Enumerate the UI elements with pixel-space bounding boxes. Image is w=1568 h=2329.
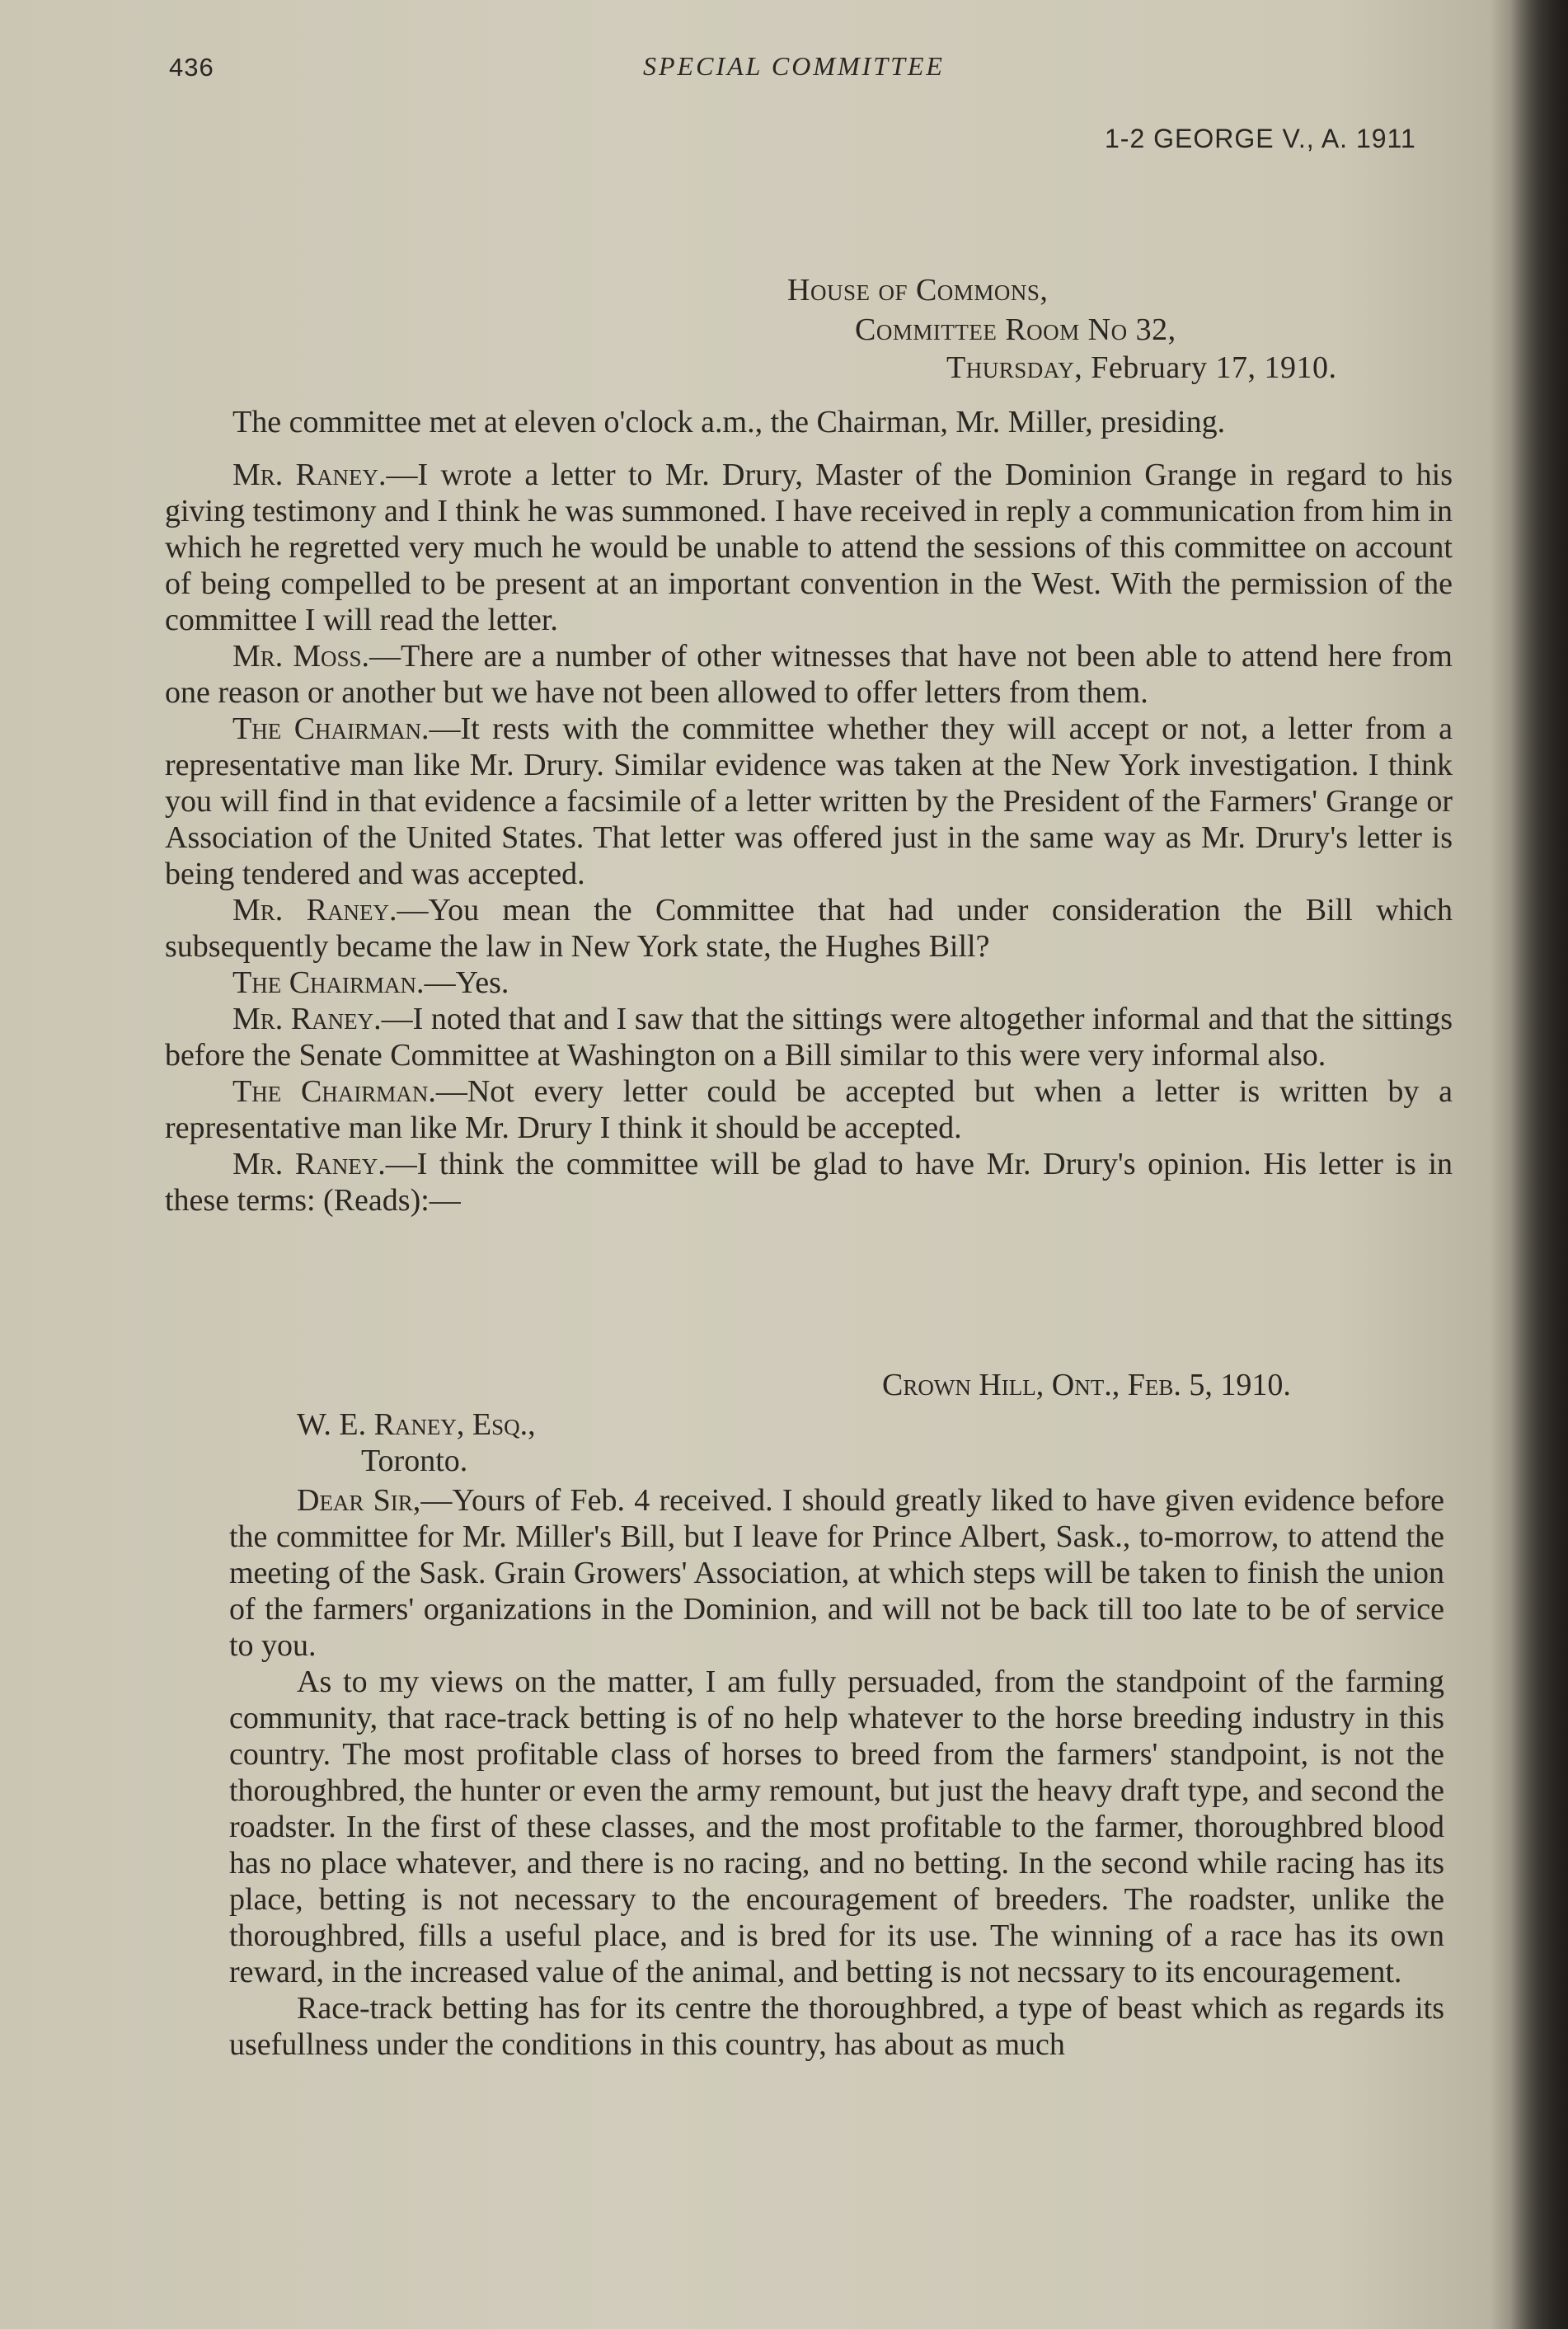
speaker: Mr. Raney.	[232, 458, 387, 492]
letter-paragraph	[229, 1482, 1444, 1664]
speech-text: —I noted that and I saw that the sittings were altogether informal and that the sittings before the Senate Committee at Washington on a Bill similar to this were very informal also.	[165, 1002, 1453, 1073]
speaker: Mr. Raney.	[232, 1147, 386, 1181]
book-spine-shadow	[1510, 0, 1568, 2329]
speech-text: —Yes.	[424, 965, 509, 1000]
speech	[165, 965, 1453, 1001]
opening-statement: The committee met at eleven o'clock a.m., the Chairman, Mr. Miller, presiding.	[232, 405, 1226, 439]
speech	[165, 711, 1453, 892]
speech-text: —I think the committee will be glad to have Mr. Drury's opinion. His letter is in these terms: (Reads):—	[165, 1147, 1453, 1218]
letter-paragraph-text: —Yours of Feb. 4 received. I should greatly liked to have given evidence before the committee for Mr. Miller's Bill, but I leave for Prince Albert, Sask., to-morrow, to attend the meeting of the Sask. Grain Growers' Association, at which steps will be taken to finish the union of the farmers' organizations in the Dominion, and will not be back till too late to be of service to you.	[229, 1483, 1444, 1663]
letter-body	[229, 1482, 1444, 2063]
speaker: Mr. Raney.	[232, 1002, 382, 1036]
speaker: The Chairman.	[232, 711, 430, 746]
speaker: The Chairman.	[232, 965, 425, 1000]
address-date: February 17, 1910.	[1091, 350, 1337, 385]
speaker: Mr. Raney.	[232, 893, 397, 927]
address-line-3	[946, 350, 1336, 386]
session-label: 1-2 GEORGE V., A. 1911	[1105, 124, 1416, 153]
letter-addressee-city: Toronto.	[361, 1444, 468, 1478]
page-number: 436	[169, 53, 214, 82]
letter-paragraph: As to my views on the matter, I am fully persuaded, from the standpoint of the farming community, that race-track betting is of no help whatever to the horse breeding industry in this country. The most profitable class of horses to breed from the farmers' standpoint, is not the thoroughbred, the hunter or even the army remount, but just the heavy draft type, and second the roadster. In the first of these classes, and the most profitable to the farmer, thoroughbred blood has no place whatever, and there is no racing, and no betting. In the second while racing has its place, betting is not necessary to the encouragement of breeders. The roadster, unlike the thoroughbred, fills a useful place, and is bred for its use. The winning of a race has its own reward, in the increased value of the animal, and betting is not necssary to its encouragement.	[229, 1665, 1444, 1989]
speech	[165, 1146, 1453, 1218]
speaker: The Chairman.	[232, 1074, 436, 1109]
speech	[165, 892, 1453, 965]
speech	[165, 457, 1453, 638]
letter-addressee: W. E. Raney, Esq.,	[297, 1407, 536, 1442]
speaker: Mr. Moss.	[232, 639, 370, 674]
address-line-2: Committee Room No 32,	[855, 312, 1176, 347]
running-title: SPECIAL COMMITTEE	[643, 51, 945, 81]
speech-text: —It rests with the committee whether they will accept or not, a letter from a representative man like Mr. Drury. Similar evidence was taken at the New York investigation. I think you will find in that evidence a facsimile of a letter written by the President of the Farmers' Grange or Association of the United States. That letter was offered just in the same way as Mr. Drury's letter is being tendered and was accepted.	[165, 711, 1453, 891]
speech	[165, 1073, 1453, 1146]
speech-text: —Not every letter could be accepted but when a letter is written by a representative man like Mr. Drury I think it should be accepted.	[165, 1074, 1453, 1145]
address-day: Thursday,	[946, 350, 1083, 385]
salutation: Dear Sir,	[297, 1483, 421, 1518]
speech	[165, 638, 1453, 711]
speech-text: —You mean the Committee that had under consideration the Bill which subsequently became the law in New York state, the Hughes Bill?	[165, 893, 1453, 964]
letter-dateline: Crown Hill, Ont., Feb. 5, 1910.	[882, 1368, 1291, 1402]
minutes-body	[165, 404, 1453, 1218]
address-line-1: House of Commons,	[787, 273, 1049, 308]
speech	[165, 1001, 1453, 1073]
speech-text: —There are a number of other witnesses that have not been able to attend here from one reason or another but we have not been allowed to offer letters from them.	[165, 639, 1453, 710]
letter-paragraph: Race-track betting has for its centre the thoroughbred, a type of beast which as regards its usefullness under the conditions in this country, has about as much	[229, 1991, 1444, 2062]
speech-text: —I wrote a letter to Mr. Drury, Master of the Dominion Grange in regard to his giving testimony and I think he was summoned. I have received in reply a communication from him in which he regretted very much he would be unable to attend the sessions of this committee on account of being compelled to be present at an important convention in the West. With the permission of the committee I will read the letter.	[165, 458, 1453, 637]
